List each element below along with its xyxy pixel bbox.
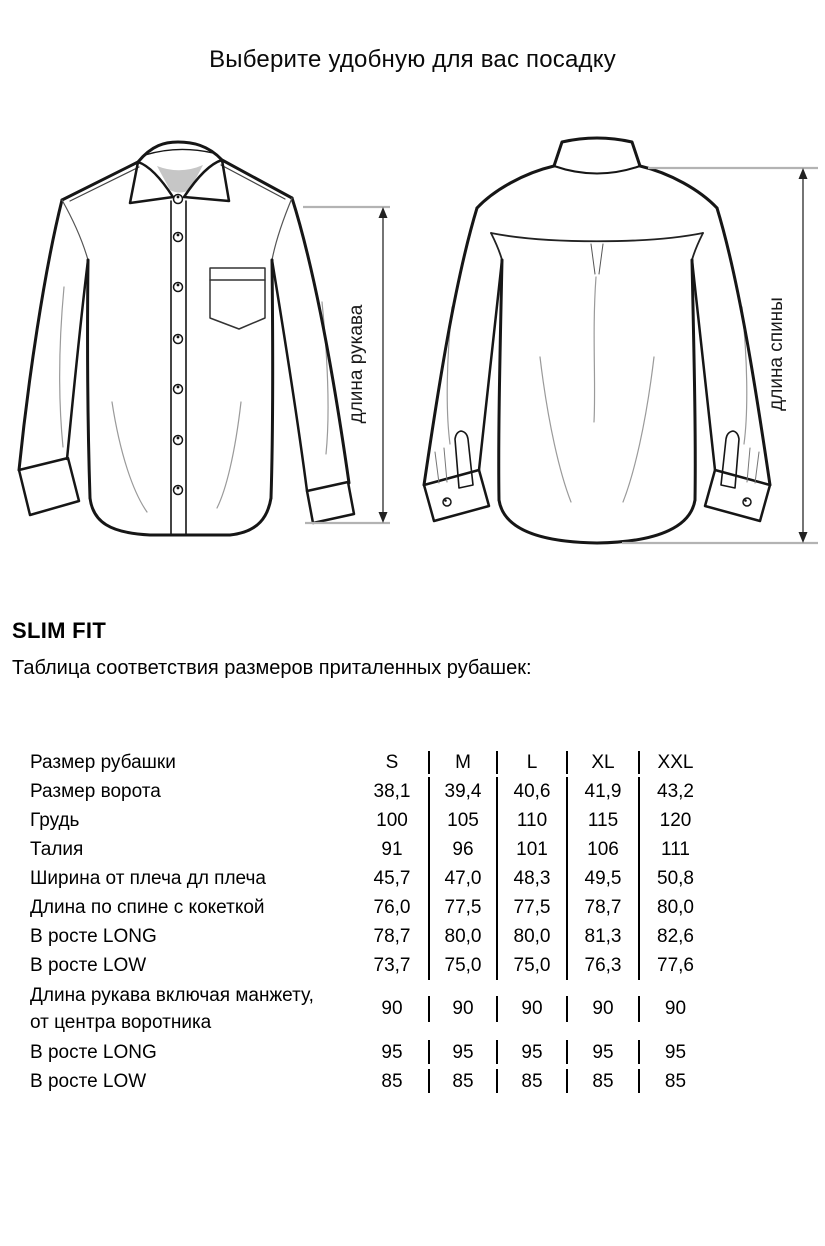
shirt-back-drawing <box>424 138 770 543</box>
size-col-l: L <box>497 748 567 777</box>
back-length-label: длина спины <box>766 297 787 411</box>
value-cell: 78,7 <box>567 893 639 922</box>
value-cell: 40,6 <box>497 777 567 806</box>
row-label: Ширина от плеча дл плеча <box>30 868 266 889</box>
row-label: В росте LONG <box>30 926 157 947</box>
back-yoke-seam <box>491 233 703 274</box>
size-col-s: S <box>355 748 429 777</box>
front-crease-lines <box>60 287 328 512</box>
value-cell: 105 <box>429 806 497 835</box>
value-cell: 95 <box>664 1041 687 1063</box>
value-cell: 95 <box>567 1038 639 1067</box>
value-cell: 110 <box>497 806 567 835</box>
shirt-front-drawing <box>19 142 354 535</box>
front-right-cuff <box>307 482 354 523</box>
row-label: Талия <box>30 839 84 860</box>
value-cell: 49,5 <box>567 864 639 893</box>
value-cell: 106 <box>567 835 639 864</box>
value-cell: 91 <box>355 835 429 864</box>
fit-heading: SLIM FIT <box>12 618 107 643</box>
table-row <box>30 864 825 893</box>
value-cell: 90 <box>429 980 497 1038</box>
value-cell: 80,0 <box>429 922 497 951</box>
value-cell: 85 <box>497 1067 567 1096</box>
table-row <box>30 922 825 951</box>
value-cell: 77,5 <box>497 893 567 922</box>
shirts-line-art <box>0 102 825 582</box>
row-label-line1: Длина рукава включая манжету, <box>30 985 314 1006</box>
table-row <box>30 806 825 835</box>
row-label <box>30 982 355 1036</box>
back-length-dimension <box>622 168 818 543</box>
sleeve-length-label: длина рукава <box>346 304 367 424</box>
value-cell: 81,3 <box>567 922 639 951</box>
size-col-m: M <box>429 748 497 777</box>
size-col-xxl: XXL <box>657 751 694 773</box>
table-row <box>30 951 825 980</box>
front-left-cuff <box>19 458 79 515</box>
value-cell: 100 <box>355 806 429 835</box>
back-crease-lines <box>447 277 747 502</box>
back-right-cuff <box>705 470 770 521</box>
table-header-row <box>30 748 825 777</box>
fit-subtitle: Таблица соответствия размеров приталенных рубашек: <box>12 657 532 679</box>
value-cell: 45,7 <box>355 864 429 893</box>
table-row <box>30 835 825 864</box>
row-label: В росте LONG <box>30 1042 157 1063</box>
row-label-line2: от центра воротника <box>30 1012 212 1033</box>
front-buttons <box>174 195 183 495</box>
value-cell: 75,0 <box>497 951 567 980</box>
value-cell: 111 <box>661 838 690 860</box>
size-guide-page <box>0 46 825 1096</box>
row-label: Длина по спине с кокеткой <box>30 897 265 918</box>
value-cell: 101 <box>497 835 567 864</box>
table-row <box>30 777 825 806</box>
value-cell: 77,6 <box>657 954 694 976</box>
chest-pocket <box>210 268 265 329</box>
cuff-gathers <box>435 448 759 483</box>
value-cell: 85 <box>355 1067 429 1096</box>
arrow-up-icon <box>379 207 388 218</box>
row-label: Грудь <box>30 810 80 831</box>
arrow-down-icon <box>379 512 388 523</box>
size-col-xl: XL <box>567 748 639 777</box>
value-cell: 115 <box>567 806 639 835</box>
value-cell: 39,4 <box>429 777 497 806</box>
value-cell: 78,7 <box>355 922 429 951</box>
value-cell: 90 <box>567 980 639 1038</box>
value-cell: 43,2 <box>657 780 694 802</box>
value-cell: 90 <box>355 980 429 1038</box>
value-cell: 90 <box>664 998 687 1019</box>
value-cell: 76,3 <box>567 951 639 980</box>
value-cell: 76,0 <box>355 893 429 922</box>
value-cell: 48,3 <box>497 864 567 893</box>
value-cell: 47,0 <box>429 864 497 893</box>
table-row <box>30 980 825 1038</box>
table-row <box>30 1038 825 1067</box>
value-cell: 38,1 <box>355 777 429 806</box>
value-cell: 73,7 <box>355 951 429 980</box>
value-cell: 75,0 <box>429 951 497 980</box>
value-cell: 90 <box>497 980 567 1038</box>
arrow-down-icon <box>799 532 808 543</box>
value-cell: 95 <box>497 1038 567 1067</box>
value-cell: 41,9 <box>567 777 639 806</box>
value-cell: 95 <box>355 1038 429 1067</box>
arrow-up-icon <box>799 168 808 179</box>
value-cell: 85 <box>664 1070 687 1092</box>
row-label: В росте LOW <box>30 1071 147 1092</box>
value-cell: 96 <box>429 835 497 864</box>
table-row <box>30 893 825 922</box>
table-row <box>30 1067 825 1096</box>
value-cell: 85 <box>429 1067 497 1096</box>
page-title: Выберите удобную для вас посадку <box>209 46 616 73</box>
value-cell: 120 <box>659 809 692 831</box>
size-table <box>30 748 825 1096</box>
value-cell: 95 <box>429 1038 497 1067</box>
row-label: Размер ворота <box>30 781 161 802</box>
value-cell: 85 <box>567 1067 639 1096</box>
value-cell: 77,5 <box>429 893 497 922</box>
shirts-illustration <box>0 102 825 582</box>
header-label: Размер рубашки <box>30 752 176 773</box>
value-cell: 80,0 <box>497 922 567 951</box>
row-label: В росте LOW <box>30 955 147 976</box>
value-cell: 82,6 <box>657 925 694 947</box>
value-cell: 50,8 <box>657 867 694 889</box>
back-left-cuff <box>424 470 489 521</box>
value-cell: 80,0 <box>657 896 694 918</box>
